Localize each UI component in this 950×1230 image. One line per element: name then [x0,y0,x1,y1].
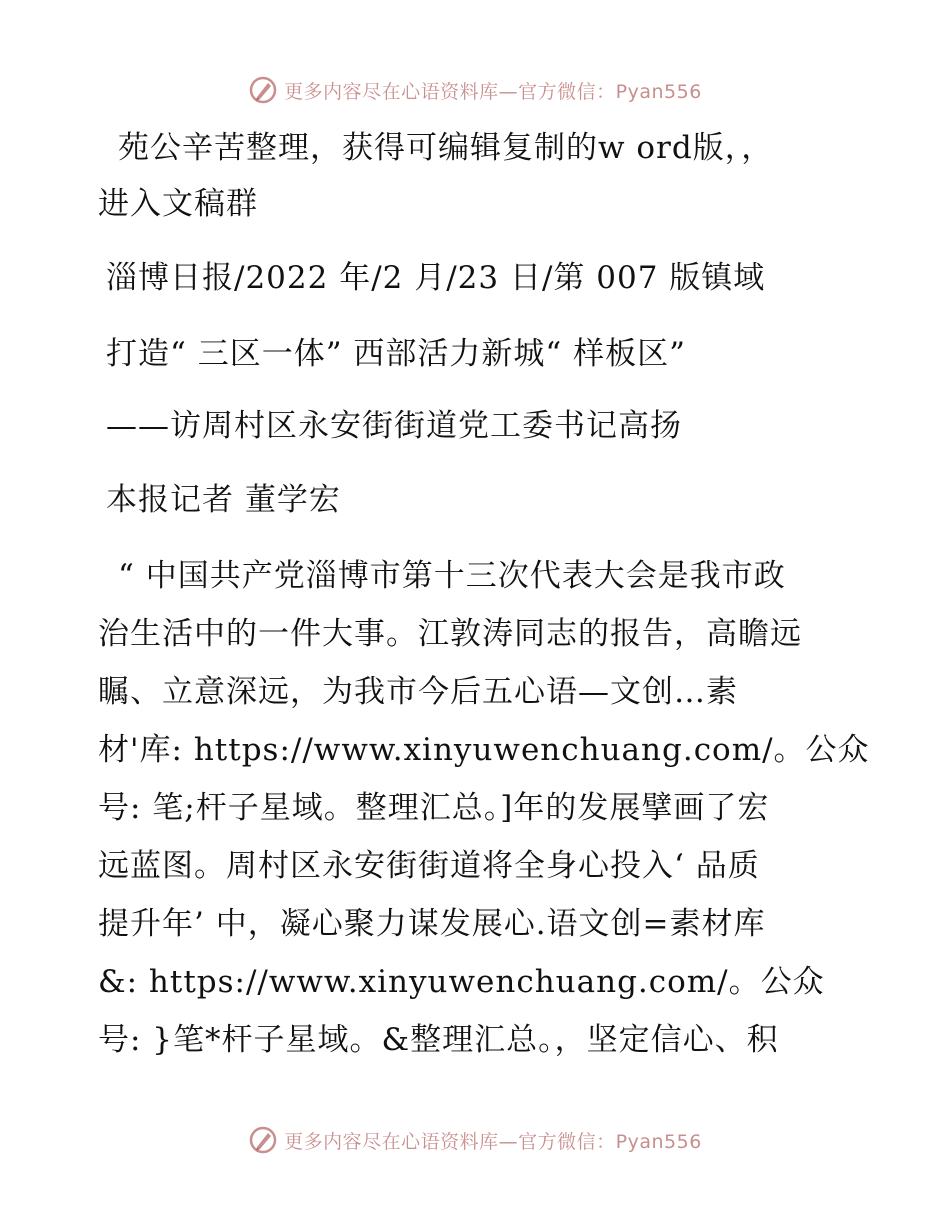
footer-watermark [0,1120,950,1160]
body-line: 号: }笔*杆子星域。&整理汇总。，坚定信心、积 [98,1022,779,1058]
body-line: 号: 笔;杆子星域。整理汇总。]年的发展擘画了宏 [98,790,770,826]
article-subtitle: ——访周村区永安街街道党工委书记高扬 [106,408,682,444]
watermark-text: 更多内容尽在心语资料库—官方微信：Pyan556 [284,1130,702,1153]
pen-logo-icon [248,1125,278,1155]
pen-logo-icon [248,75,278,105]
article-byline: 本报记者 董学宏 [106,482,341,518]
body-line: 远蓝图。周村区永安街街道将全身心投入‘ 品质 [98,848,760,884]
body-line: 材'库: https://www.xinyuwenchuang.com/。公众 [98,732,870,768]
article-title: 打造“ 三区一体” 西部活力新城“ 样板区” [106,336,686,372]
body-line: &: https://www.xinyuwenchuang.com/。公众 [98,964,825,1000]
body-line: 治生活中的一件大事。江敦涛同志的报告，高瞻远 [98,616,802,652]
article-source: 淄博日报/2022 年/2 月/23 日/第 007 版镇域 [106,260,766,296]
body-line: 提升年’ 中，凝心聚力谋发展心.语文创=素材库 [98,906,766,942]
intro-line-2: 进入文稿群 [98,186,258,222]
intro-line-1: 苑公辛苦整理，获得可编辑复制的w ord版，， [118,130,774,166]
body-line: “ 中国共产党淄博市第十三次代表大会是我市政 [118,558,786,594]
watermark-text: 更多内容尽在心语资料库—官方微信：Pyan556 [284,80,702,103]
body-line: 瞩、立意深远，为我市今后五心语—文创…素 [98,674,738,710]
header-watermark [0,70,950,110]
